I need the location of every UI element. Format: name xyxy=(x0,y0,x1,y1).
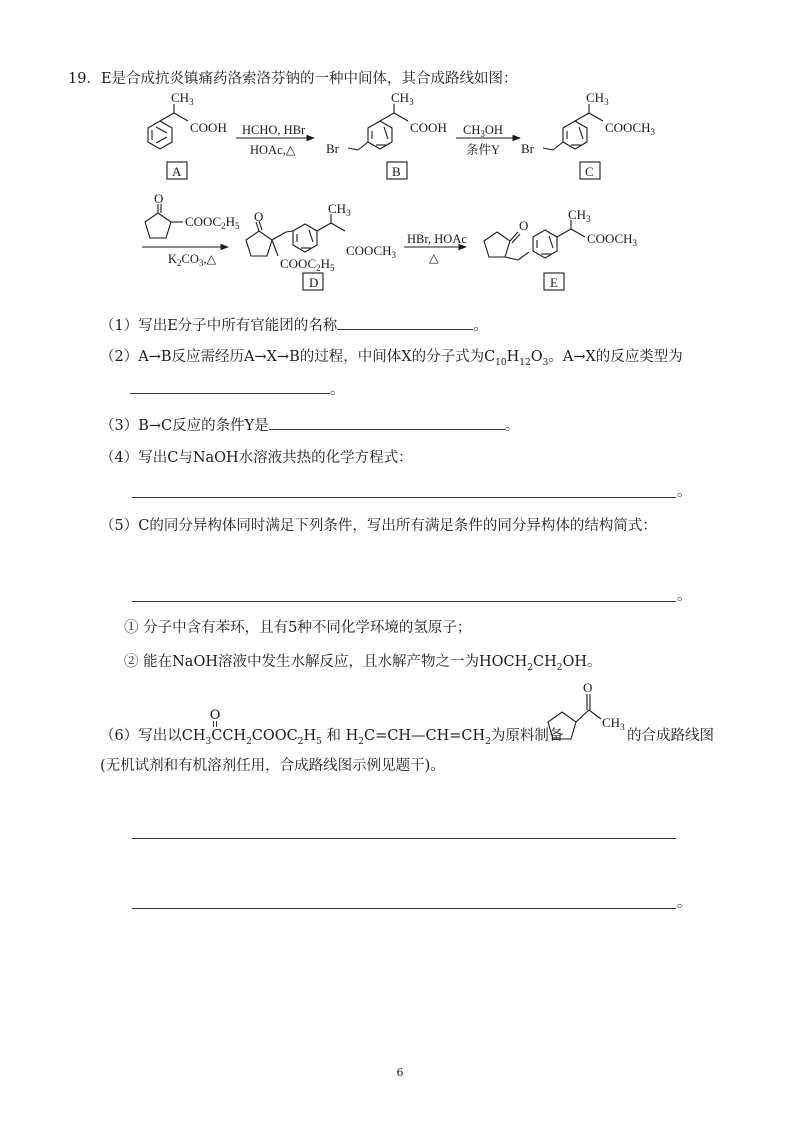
a-ch3-label: $CH_3$ xyxy=(171,90,194,107)
part-6: （6）写出以 O $CH_3CCH_2COOC_2H_5$ 和 $H_2C=CH—CH=CH_2$为原料制备 xyxy=(100,727,563,751)
arrow1-conditions: HOAc,△ xyxy=(250,143,296,157)
part-5: （5）C的同分异构体同时满足下列条件，写出所有满足条件的同分异构体的结构简式： xyxy=(100,518,657,534)
target-o-label: O xyxy=(583,680,593,695)
label-b: B xyxy=(392,164,401,179)
b-br-label: Br xyxy=(326,141,339,156)
ketoester-formula: O $CH_3CCH_2COOC_2H_5$ xyxy=(181,708,322,747)
b-ch3-label: $CH_3$ xyxy=(391,90,414,107)
e-cooch3-label: $COOCH_3$ xyxy=(587,231,638,248)
e-ch3-label: $CH_3$ xyxy=(568,207,591,224)
period-5: 。 xyxy=(677,588,692,604)
arrow4-reagents: HBr, HOAc xyxy=(407,232,467,246)
reagent-ester-label: $COOC_2H_5$ xyxy=(185,214,240,231)
target-ch3-label: $CH_3$ xyxy=(602,715,625,732)
part-4: （4）写出C与NaOH水溶液共热的化学方程式： xyxy=(100,450,413,466)
arrow2-reagents: $CH_3OH$ xyxy=(463,123,503,139)
period-6: 。 xyxy=(677,895,692,911)
arrow3-conditions: $K_2CO_3,\triangle$ xyxy=(168,252,217,268)
d-ester-label: $COOC_2H_5$ xyxy=(280,256,335,273)
condition-2: ② 能在NaOH溶液中发生水解反应，且水解产物之一为$HOCH_2CH_2OH$。 xyxy=(124,654,602,673)
c-ch3-label: $CH_3$ xyxy=(586,90,609,107)
d-o-label: O xyxy=(254,209,264,224)
e-o-label: O xyxy=(519,218,529,233)
arrow2-conditions: 条件Y xyxy=(466,143,501,157)
b-cooh-label: COOH xyxy=(410,120,447,135)
part-6-note: (无机试剂和有机溶剂任用，合成路线图示例见题干)。 xyxy=(100,758,445,774)
label-d: D xyxy=(309,275,319,290)
page-number: 6 xyxy=(396,1066,404,1079)
part-1: （1）写出E分子中所有官能团的名称 。 xyxy=(100,314,488,335)
answer-line-6a[interactable] xyxy=(132,838,676,839)
part-1-text: （1）写出E分子中所有官能团的名称 xyxy=(100,318,338,334)
d-cooch3-label: $COOCH_3$ xyxy=(346,243,397,260)
reagent-o-label: O xyxy=(154,191,164,206)
c-br-label: Br xyxy=(521,141,534,156)
d-ch3-label: $CH_3$ xyxy=(328,201,351,218)
label-a: A xyxy=(172,164,182,179)
part-2: （2）A→B反应需经历A→X→B的过程，中间体X的分子式为$C_{10}H_{12}O_3$。A→X的反应类型为 xyxy=(100,349,683,368)
condition-1: ① 分子中含有苯环，且有5种不同化学环境的氢原子； xyxy=(124,620,472,636)
answer-line-6b[interactable] xyxy=(132,908,676,909)
period-4: 。 xyxy=(677,484,692,500)
question-stem-text: E是合成抗炎镇痛药洛索洛芬钠的一种中间体，其合成路线如图： xyxy=(100,71,518,87)
label-e: E xyxy=(550,275,558,290)
label-c: C xyxy=(585,164,594,179)
arrow1-reagents: HCHO, HBr xyxy=(242,123,306,137)
part-2-answer: 。 xyxy=(130,378,345,399)
question-number: 19． xyxy=(68,71,101,87)
part-6-end: 的合成路线图 xyxy=(627,728,714,744)
c-cooch3-label: $COOCH_3$ xyxy=(605,120,656,137)
arrow4-conditions: △ xyxy=(429,251,439,265)
part-3: （3）B→C反应的条件Y是 。 xyxy=(100,414,519,435)
a-cooh-label: COOH xyxy=(190,120,227,135)
